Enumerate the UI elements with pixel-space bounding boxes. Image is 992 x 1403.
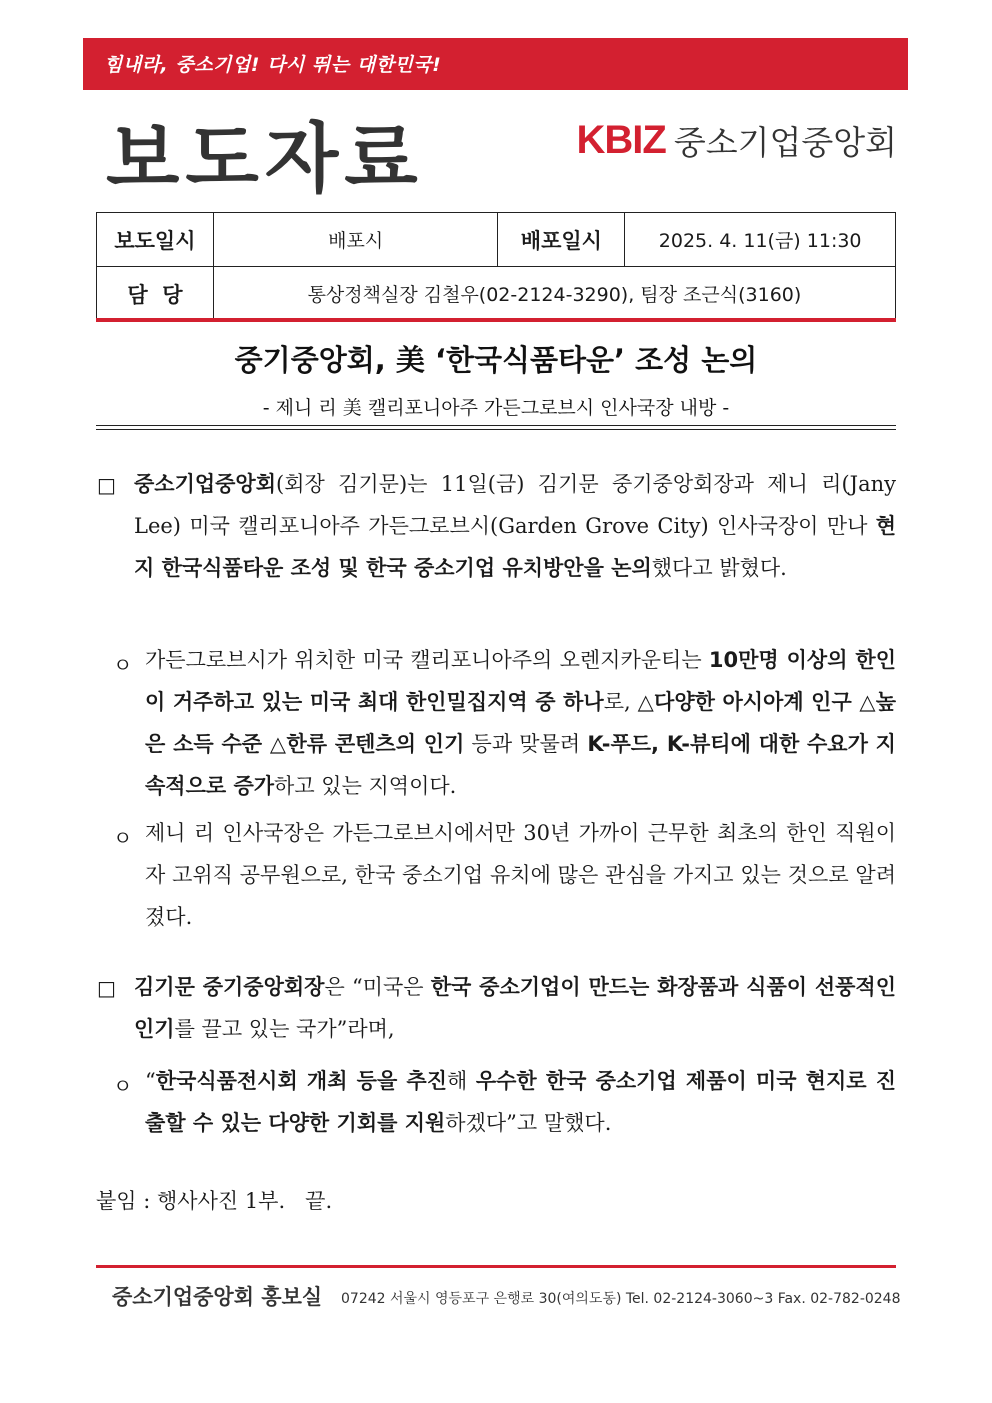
contact-label: 담 당	[97, 267, 214, 321]
section-marker: □	[97, 473, 116, 497]
body-text: 은 “미국은	[324, 975, 431, 999]
paragraph-4	[134, 966, 896, 1050]
divider-bottom	[96, 429, 896, 430]
body-text: 하겠다”고 말했다.	[445, 1111, 612, 1135]
body-text: 등과 맞물려	[464, 732, 588, 756]
body-text: 제니 리 인사국장은 가든그로브시에서만 30년 가까이 근무한 최초의 한인 직원이자 고위직 공무원으로, 한국 중소기업 유치에 많은 관심을 가지고 있는 것으로 알려졌다.	[145, 821, 896, 929]
bullet-marker: ㅇ	[113, 1074, 133, 1098]
table-accent-rule	[96, 318, 896, 322]
body-text: 를 끌고 있는 국가”라며,	[174, 1017, 395, 1041]
release-info-table	[96, 212, 896, 321]
body-text: 가든그로브시가 위치한 미국 캘리포니아주의 오렌지카운티는	[145, 648, 709, 672]
emphasized-text: △다양한 아시아계 인구 △높은 소득 수준 △한류 콘텐츠의 인기	[145, 690, 897, 756]
footer-address: 07242 서울시 영등포구 은행로 30(여의도동) Tel. 02-2124-3060~3 Fax. 02-782-0248	[341, 1291, 901, 1307]
emphasized-text: 10만명 이상의 한인이 거주하고 있는 미국 최대 한인밀집지역 중 하나	[145, 648, 896, 714]
body-text: (회장 김기문)는 11일(금) 김기문 중기중앙회장과 제니 리(Jany Lee) 미국 캘리포니아주 가든그로브시(Garden Grove City) 인사국장이 만나	[134, 472, 896, 538]
body-text: 했다고 밝혔다.	[651, 556, 787, 580]
paragraph-3	[145, 812, 896, 938]
paragraph-5	[145, 1060, 896, 1144]
headline: 중기중앙회, 美 ‘한국식품타운’ 조성 논의	[234, 343, 758, 377]
footer-rule	[96, 1265, 896, 1268]
organization-logo	[577, 117, 897, 164]
release-date-label: 보도일시	[97, 213, 214, 267]
divider-top	[96, 425, 896, 426]
bullet-marker: ㅇ	[113, 826, 133, 850]
emphasized-text: 우수한 한국 중소기업 제품이 미국 현지로 진출할 수 있는 다양한 기회를 지원	[145, 1069, 896, 1135]
body-text: 해	[446, 1069, 476, 1093]
body-text: 하고 있는 지역이다.	[274, 774, 457, 798]
organization-name: 중소기업중앙회	[673, 123, 897, 162]
document-title: 보도자료	[106, 114, 424, 203]
kbiz-logo-mark: KBIZ	[576, 118, 666, 162]
section-marker: □	[97, 976, 116, 1000]
body-text: 로,	[603, 690, 638, 714]
body-text: “	[145, 1069, 156, 1093]
banner-slogan: 힘내라, 중소기업! 다시 뛰는 대한민국!	[104, 54, 442, 76]
contact-value: 통상정책실장 김철우(02-2124-3290), 팀장 조근식(3160)	[213, 267, 895, 321]
footer-organization: 중소기업중앙회 홍보실	[112, 1285, 323, 1309]
paragraph-2	[145, 639, 896, 807]
bullet-marker: ㅇ	[113, 653, 133, 677]
paragraph-1	[134, 463, 896, 589]
emphasized-text: 한국식품전시회 개최 등을 추진	[155, 1069, 447, 1093]
distribution-date-value: 2025. 4. 11(금) 11:30	[625, 213, 896, 267]
attachment-note: 붙임 : 행사사진 1부. 끝.	[96, 1189, 333, 1213]
emphasized-text: 중소기업중앙회	[134, 472, 277, 496]
subheadline: - 제니 리 美 캘리포니아주 가든그로브시 인사국장 내방 -	[262, 397, 730, 419]
emphasized-text: 김기문 중기중앙회장	[134, 975, 325, 999]
emphasized-text: 한국 중소기업이 만드는 화장품과 식품이 선풍적인 인기	[134, 975, 897, 1041]
release-date-value: 배포시	[213, 213, 498, 267]
emphasized-text: K-푸드, K-뷰티에 대한 수요가 지속적으로 증가	[145, 732, 896, 798]
distribution-date-label: 배포일시	[498, 213, 625, 267]
emphasized-text: 현지 한국식품타운 조성 및 한국 중소기업 유치방안을 논의	[134, 514, 896, 580]
